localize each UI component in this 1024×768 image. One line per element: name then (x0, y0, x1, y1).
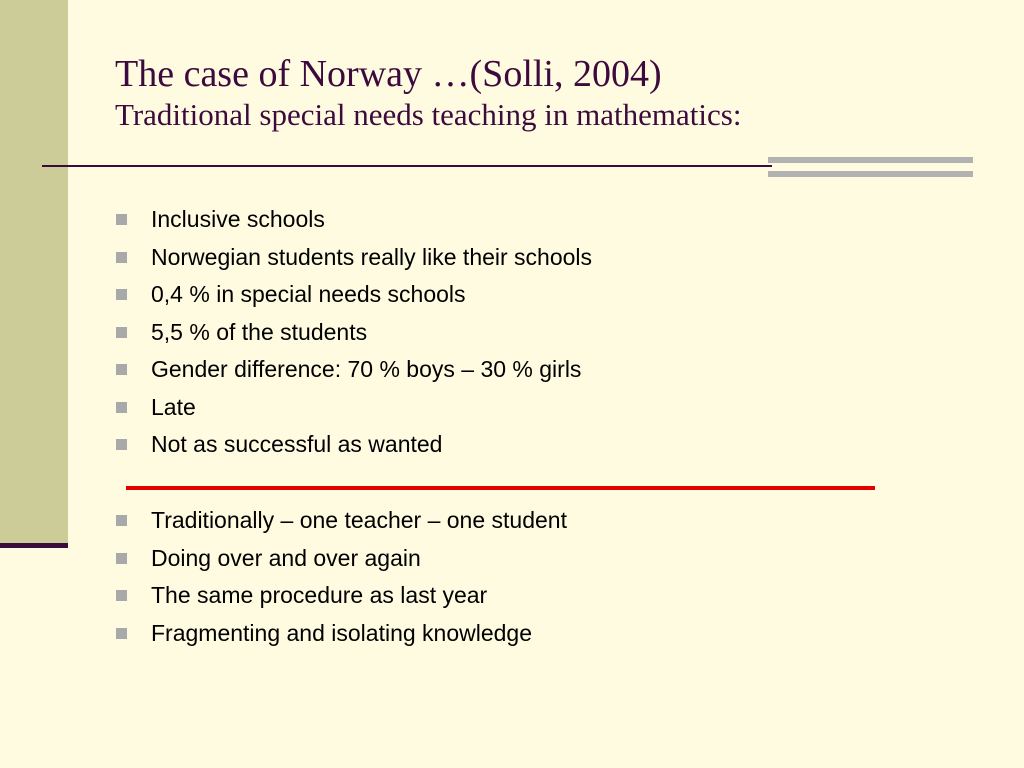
bullet-text: Gender difference: 70 % boys – 30 % girls (151, 356, 582, 382)
square-bullet-icon (116, 289, 127, 300)
bullet-text: Fragmenting and isolating knowledge (151, 619, 533, 646)
left-band-underline (0, 543, 68, 548)
title-underline (42, 165, 772, 167)
square-bullet-icon (116, 590, 127, 601)
square-bullet-icon (116, 252, 127, 263)
bullet-item (116, 239, 976, 277)
bullet-item (116, 389, 976, 427)
bullet-item (116, 577, 976, 615)
square-bullet-icon (116, 628, 127, 639)
title-subtitle: Traditional special needs teaching in mathematics: (115, 97, 742, 132)
left-decorative-band (0, 0, 68, 543)
title-accent-bars (768, 157, 973, 179)
square-bullet-icon (116, 214, 127, 225)
bullet-text: The same procedure as last year (151, 582, 488, 608)
square-bullet-icon (116, 364, 127, 375)
bullet-item (116, 276, 976, 314)
bullet-text: Late (151, 393, 196, 420)
bullet-text: Inclusive schools (151, 206, 325, 232)
bullet-text: 0,4 % in special needs schools (151, 281, 466, 307)
square-bullet-icon (116, 327, 127, 338)
title-main: The case of Norway …(Solli, 2004) (115, 53, 662, 95)
bullet-item (116, 540, 976, 578)
bullet-item (116, 351, 976, 389)
bullet-item (116, 314, 976, 352)
bullet-item (116, 426, 976, 464)
accent-bar-bottom (768, 171, 973, 177)
bullet-item (116, 615, 976, 653)
square-bullet-icon (116, 553, 127, 564)
bullet-item (116, 502, 976, 540)
square-bullet-icon (116, 439, 127, 450)
square-bullet-icon (116, 515, 127, 526)
bullet-text: Doing over and over again (151, 544, 421, 571)
bullet-text: Traditionally – one teacher – one student (151, 507, 567, 533)
bullet-text: 5,5 % of the students (151, 318, 368, 345)
bullet-item (116, 201, 976, 239)
slide-title (115, 52, 995, 134)
accent-bar-top (768, 157, 973, 163)
bullet-list-bottom (116, 502, 976, 652)
bullet-text: Not as successful as wanted (151, 431, 443, 457)
bullet-list-top (116, 201, 976, 464)
bullet-text: Norwegian students really like their schools (151, 243, 593, 270)
square-bullet-icon (116, 402, 127, 413)
red-divider-line (126, 486, 875, 490)
